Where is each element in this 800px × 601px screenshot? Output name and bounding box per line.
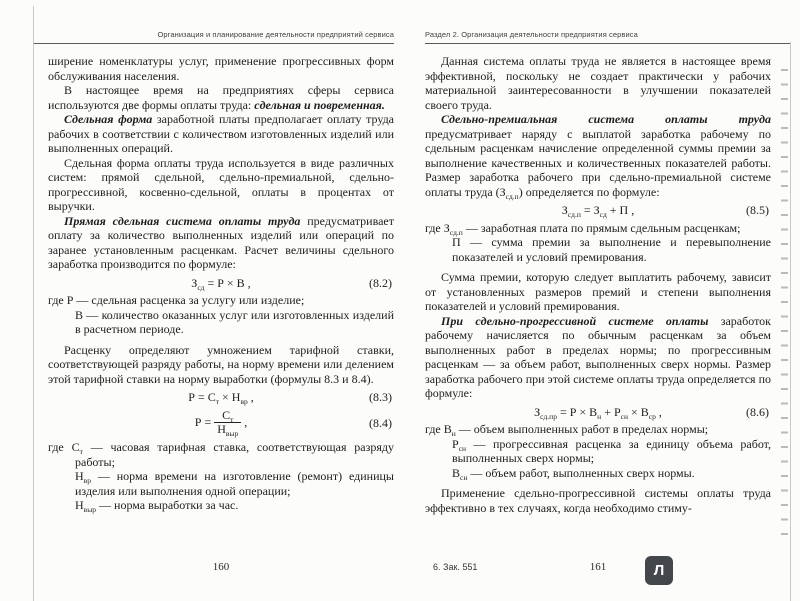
definition-item: [75, 498, 394, 513]
text-run: — объем выполненных работ в пределах нормы;: [455, 422, 709, 436]
text-run: $В_{сн}$: [452, 465, 468, 482]
text-run: где $В_н$: [425, 422, 456, 438]
labirint-logo[interactable]: [645, 556, 673, 585]
text-run: $З_{сд}$: [191, 275, 205, 292]
formula: [48, 409, 394, 438]
text-run: где $З_{сд.п}$: [425, 220, 463, 237]
formula: [425, 405, 771, 420]
definitions: [48, 440, 394, 513]
scan-artifacts: [781, 64, 788, 544]
text-run: $Р_{сн}$: [452, 436, 467, 453]
text-run: ,: [247, 390, 254, 404]
page-body: [48, 54, 394, 513]
text-run: $С_т$: [222, 407, 234, 424]
text-run: где $С_т$: [48, 440, 83, 457]
formula-number: (8.3): [369, 390, 392, 404]
text-run: Данная система оплаты труда не является в настоящее время эффективной, поскольку не создает практически у рабочих материальной заинтересованности в улучшении показателей своего труда.: [425, 54, 771, 112]
text-run: При сдельно-прогрессивной системе оплаты: [441, 313, 709, 328]
paragraph: [48, 343, 394, 387]
paragraph: [48, 156, 394, 214]
text-run: — объем работ, выполненных сверх нормы.: [467, 465, 695, 480]
paragraph: [48, 112, 394, 156]
text-run: заработок рабочему начисляется по обычным расценкам за объем выполненных работ в пределах нормы; по прогрессивным расценкам — за объем работ, выполненных сверх нормы. Размер заработка рабочего при этой системе оплаты труда определяется по формуле:: [425, 313, 771, 400]
text-run: В — количество оказанных услуг или изготовленных изделий в расчетном периоде.: [75, 307, 394, 336]
text-run: Применение сдельно-прогрессивной системы оплаты труда эффективно в тех случаях, когда необходимо стиму-: [425, 486, 771, 515]
running-header-text: Организация и планирование деятельности предприятий сервиса: [157, 30, 394, 39]
page-left: [48, 30, 394, 590]
text-run: Р =: [194, 414, 215, 429]
paragraph: [425, 486, 771, 515]
text-run: — заработная плата по прямым сдельным расценкам;: [462, 220, 741, 235]
text-run: Сдельная форма оплаты труда используется в виде различных систем: прямой сдельной, сдельно-премиальной, сдельно-прогрессивной, косвенно-сдельной, оплаты в процентах от выручки.: [48, 155, 394, 213]
definitions: [425, 422, 771, 480]
text-run: предусматривает наряду с выплатой заработка рабочему по сдельным расценкам начисление определенной суммы премии за выполнение качественных и количественных показателей работы. Размер заработка рабочего при сдельно-премиальной системе оплаты труда ($З_{сд.п}$: [425, 126, 771, 201]
text-run: + $Р_{сн}$: [601, 404, 628, 421]
paragraph: [425, 54, 771, 112]
definition-item: [452, 235, 771, 264]
text-run: — норма выработки за час.: [96, 498, 239, 513]
running-header: [425, 30, 790, 44]
definition-item: [75, 469, 394, 498]
formula: [425, 203, 771, 218]
formula-number: (8.2): [369, 275, 392, 290]
running-header: [34, 30, 394, 44]
text-run: $З_{сд.пр}$: [534, 404, 557, 421]
paragraph: [48, 54, 394, 83]
paragraph: [425, 314, 771, 401]
page-number: 160: [212, 561, 230, 573]
paragraph: [425, 112, 771, 199]
print-order-note: 6. Зак. 551: [433, 562, 478, 572]
page-footer: [48, 561, 394, 573]
formula: [48, 276, 394, 291]
running-header-text: Раздел 2. Организация деятельности предприятия сервиса: [425, 30, 638, 39]
definition-item: [452, 466, 771, 481]
text-run: П — сумма премии за выполнение и перевыполнение показателей и условий премирования.: [452, 235, 771, 264]
text-run: Сдельная форма: [64, 112, 153, 126]
text-run: $Н_{выр}$: [75, 498, 97, 515]
text-run: сдельная и повременная.: [254, 97, 385, 112]
text-run: В настоящее время на предприятиях сферы сервиса используются две формы оплаты труда:: [48, 83, 394, 112]
text-run: = Р × В ,: [204, 275, 251, 290]
formula: [48, 390, 394, 405]
fraction: [214, 409, 241, 438]
text-run: ) определяется по формуле:: [518, 184, 660, 199]
definition-item: [75, 308, 394, 337]
text-run: = $Р \times В_н$: [556, 404, 602, 421]
text-run: предусматривает оплату за количество выполненных изделий или операций по заранее установленным расценкам. Расчет величины сдельного заработка производится по формуле:: [48, 213, 395, 271]
text-run: + П ,: [606, 203, 635, 217]
text-run: Прямая сдельная система оплаты труда: [64, 213, 301, 228]
page-right: [425, 30, 771, 590]
text-run: $Н_{вр}$: [75, 469, 91, 486]
definition-item: [425, 422, 771, 438]
definitions: [425, 221, 771, 265]
formula-number: (8.6): [746, 404, 769, 419]
text-run: — прогрессивная расценка за единицу объема работ, выполненных сверх нормы;: [452, 436, 771, 465]
text-run: — норма времени на изготовление (ремонт) единицы изделия или выполнения одной операции;: [75, 469, 394, 498]
definitions: [48, 293, 394, 337]
text-run: × $Н_{вр}$: [219, 390, 248, 406]
formula-number: (8.4): [369, 415, 392, 430]
paragraph: [48, 214, 394, 272]
text-run: $З_{сд.п}$: [561, 203, 581, 219]
text-run: где Р — сдельная расценка за услугу или изделие;: [48, 293, 305, 307]
text-run: Расценку определяют умножением тарифной ставки, соответствующей разряду работы, на норму времени или делением этой тарифной ставки на норму выработки (формулы 8.3 и 8.4).: [48, 342, 394, 386]
definition-item: [48, 440, 395, 469]
definition-item: [452, 437, 771, 466]
text-run: Сдельно-премиальная система оплаты труда: [441, 112, 771, 126]
text-run: заработной платы предполагает оплату труда рабочих в соответствии с количеством изготовленных изделий или выполненных операций.: [48, 112, 395, 155]
text-run: ширение номенклатуры услуг, применение прогрессивных форм обслуживания населения.: [48, 54, 394, 83]
page-body: [425, 54, 771, 515]
page-edge-left: [33, 6, 34, 601]
text-run: = $З_{сд}$: [580, 203, 607, 219]
text-run: × $В_{ср}$: [627, 404, 656, 421]
page-edge-right: [790, 42, 791, 601]
text-run: $Р = С_т$: [188, 390, 219, 406]
text-run: Сумма премии, которую следует выплатить рабочему, зависит от установленных размеров премий и степени выполнения показателей и условий премирования.: [425, 270, 771, 313]
paragraph: [425, 270, 771, 314]
page-number: 161: [589, 561, 607, 573]
text-run: ,: [655, 404, 662, 419]
page-footer: [425, 561, 771, 573]
definition-item: [425, 220, 771, 237]
text-run: ,: [241, 414, 248, 429]
paragraph: [48, 83, 394, 112]
text-run: $Н_{выр}$: [217, 422, 239, 439]
logo-letter: Л: [653, 562, 665, 579]
definition-item: [48, 293, 394, 308]
formula-number: (8.5): [746, 203, 769, 217]
text-run: — часовая тарифная ставка, соответствующая разряду работы;: [75, 440, 395, 469]
